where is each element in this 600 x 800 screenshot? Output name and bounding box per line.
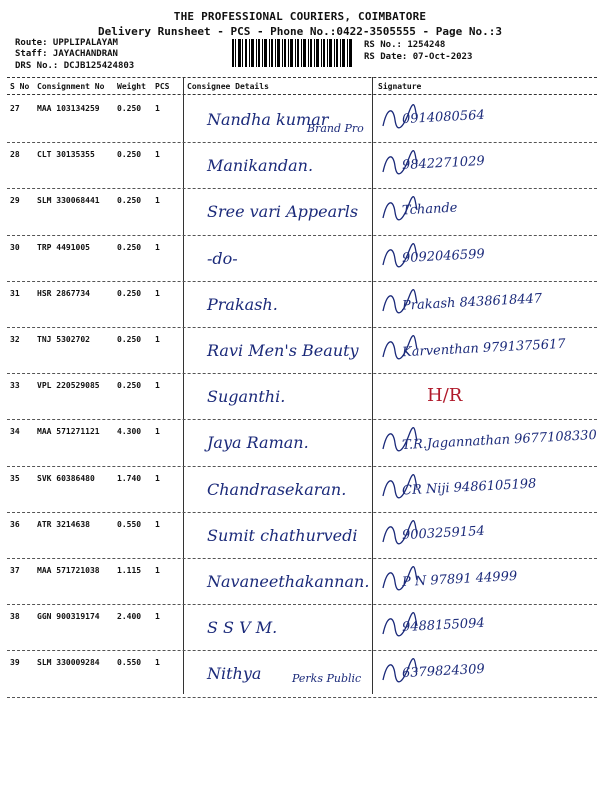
weight-cell: 0.250 bbox=[117, 150, 142, 160]
consignment-cell: CLT 30135355 bbox=[37, 150, 95, 160]
table-row bbox=[7, 604, 597, 651]
consignment-cell: SVK 60386480 bbox=[37, 473, 95, 483]
sno-cell: 32 bbox=[10, 335, 20, 344]
consignee-name: Manikandan. bbox=[207, 156, 314, 176]
drs-label: DRS No.: DCJB125424803 bbox=[15, 61, 135, 71]
signature-text: 9003259154 bbox=[401, 523, 486, 543]
sno-cell: 37 bbox=[10, 566, 20, 575]
signature-text: 9092046599 bbox=[401, 246, 486, 266]
signature-text: CR Niji 9486105198 bbox=[401, 476, 537, 499]
signature-scribble-icon bbox=[379, 194, 419, 224]
consignee-name: Prakash. bbox=[207, 294, 278, 314]
page-title: THE PROFESSIONAL COURIERS, COIMBATORE bbox=[173, 10, 427, 23]
rs-number: RS No.: 1254248 bbox=[364, 40, 446, 50]
table-row bbox=[7, 235, 597, 282]
pcs-cell: 1 bbox=[155, 427, 160, 437]
header-top-rule bbox=[7, 77, 597, 78]
sno-cell: 38 bbox=[10, 612, 20, 622]
consignee-name: Chandrasekaran. bbox=[207, 479, 347, 499]
sno-cell: 28 bbox=[10, 150, 20, 160]
signature-scribble-icon bbox=[379, 333, 419, 363]
sno-cell: 36 bbox=[10, 519, 20, 529]
weight-cell: 0.550 bbox=[117, 658, 142, 668]
consignment-cell: GGN 900319174 bbox=[37, 612, 100, 622]
pcs-cell: 1 bbox=[155, 196, 160, 206]
status-mark: H/R bbox=[427, 385, 463, 407]
rs-date: RS Date: 07-Oct-2023 bbox=[364, 52, 473, 62]
consignment-cell: ATR 3214638 bbox=[37, 519, 90, 529]
signature-text: 9488155094 bbox=[401, 616, 486, 636]
table-row bbox=[7, 512, 597, 559]
table-row bbox=[7, 142, 597, 189]
signature-scribble-icon bbox=[379, 287, 419, 317]
signature-scribble-icon bbox=[379, 148, 419, 178]
staff-label: Staff: JAYACHANDRAN bbox=[15, 49, 118, 59]
weight-cell: 0.250 bbox=[117, 335, 142, 344]
pcs-cell: 1 bbox=[155, 473, 160, 483]
weight-cell: 0.250 bbox=[117, 381, 142, 391]
signature-text: 6379824309 bbox=[401, 662, 486, 682]
table-row bbox=[7, 650, 597, 697]
col-header-weight: Weight bbox=[117, 82, 146, 91]
table-row bbox=[7, 96, 597, 143]
consignment-cell: SLM 330068441 bbox=[37, 196, 100, 206]
table-row bbox=[7, 373, 597, 420]
pcs-cell: 1 bbox=[155, 612, 160, 622]
signature-scribble-icon bbox=[379, 241, 419, 271]
consignment-cell: SLM 330009284 bbox=[37, 658, 100, 668]
weight-cell: 1.740 bbox=[117, 473, 142, 483]
sno-cell: 31 bbox=[10, 288, 20, 298]
table-row bbox=[7, 281, 597, 328]
weight-cell: 0.550 bbox=[117, 519, 142, 529]
col-header-consignment: Consignment No bbox=[37, 82, 105, 91]
consignment-cell: MAA 103134259 bbox=[37, 104, 100, 113]
signature-scribble-icon bbox=[379, 472, 419, 502]
sno-cell: 30 bbox=[10, 242, 20, 252]
signature-text: P N 97891 44999 bbox=[401, 568, 518, 591]
consignee-name: S S V M. bbox=[207, 618, 278, 638]
consignment-cell: MAA 571721038 bbox=[37, 566, 100, 575]
pcs-cell: 1 bbox=[155, 335, 160, 344]
pcs-cell: 1 bbox=[155, 150, 160, 160]
weight-cell: 2.400 bbox=[117, 612, 142, 622]
consignment-cell: TRP 4491005 bbox=[37, 242, 90, 252]
sno-cell: 35 bbox=[10, 473, 20, 483]
consignee-note: Brand Pro bbox=[307, 122, 364, 135]
weight-cell: 1.115 bbox=[117, 566, 142, 575]
pcs-cell: 1 bbox=[155, 658, 160, 668]
table-row bbox=[7, 558, 597, 605]
weight-cell: 0.250 bbox=[117, 104, 142, 113]
sno-cell: 33 bbox=[10, 381, 20, 391]
signature-scribble-icon bbox=[379, 564, 419, 594]
col-header-consignee: Consignee Details bbox=[187, 82, 269, 91]
consignee-name: -do- bbox=[207, 248, 238, 268]
pcs-cell: 1 bbox=[155, 381, 160, 391]
signature-scribble-icon bbox=[379, 610, 419, 640]
weight-cell: 4.300 bbox=[117, 427, 142, 437]
signature-text: T.R.Jagannathan 9677108330 bbox=[401, 428, 598, 454]
consignee-name: Ravi Men's Beauty bbox=[207, 341, 359, 360]
table-row bbox=[7, 466, 597, 513]
consignee-note: Perks Public bbox=[292, 672, 362, 686]
weight-cell: 0.250 bbox=[117, 242, 142, 252]
signature-text: Tchande bbox=[401, 200, 458, 219]
signature-scribble-icon bbox=[379, 425, 419, 455]
consignee-name: Nandha kumar bbox=[207, 110, 329, 129]
signature-text: Prakash 8438618447 bbox=[401, 291, 543, 314]
consignee-name: Jaya Raman. bbox=[207, 433, 309, 453]
header-bottom-rule bbox=[7, 94, 597, 95]
signature-text: 9842271029 bbox=[401, 154, 486, 174]
signature-scribble-icon bbox=[379, 102, 419, 132]
signature-text: 0914080564 bbox=[401, 107, 486, 128]
consignment-cell: TNJ 5302702 bbox=[37, 335, 90, 344]
weight-cell: 0.250 bbox=[117, 288, 142, 298]
pcs-cell: 1 bbox=[155, 288, 160, 298]
consignee-name: Sree vari Appearls bbox=[207, 202, 359, 222]
pcs-cell: 1 bbox=[155, 519, 160, 529]
route-label: Route: UPPLIPALAYAM bbox=[15, 38, 118, 48]
signature-text: Karventhan 9791375617 bbox=[401, 336, 566, 361]
pcs-cell: 1 bbox=[155, 566, 160, 575]
consignment-cell: HSR 2867734 bbox=[37, 288, 90, 298]
consignment-cell: MAA 571271121 bbox=[37, 427, 100, 437]
table-row bbox=[7, 188, 597, 235]
pcs-cell: 1 bbox=[155, 242, 160, 252]
consignee-name: Navaneethakannan. bbox=[207, 572, 370, 591]
consignee-name: Suganthi. bbox=[207, 387, 286, 407]
col-header-sno: S No bbox=[10, 82, 30, 91]
sno-cell: 34 bbox=[10, 427, 20, 437]
weight-cell: 0.250 bbox=[117, 196, 142, 206]
col-header-signature: Signature bbox=[378, 82, 422, 91]
sno-cell: 27 bbox=[10, 104, 20, 113]
sno-cell: 39 bbox=[10, 658, 20, 668]
table-row bbox=[7, 327, 597, 374]
signature-scribble-icon bbox=[379, 518, 419, 548]
signature-scribble-icon bbox=[379, 656, 419, 686]
consignee-name: Sumit chathurvedi bbox=[207, 525, 358, 545]
sno-cell: 29 bbox=[10, 196, 20, 206]
pcs-cell: 1 bbox=[155, 104, 160, 113]
consignee-name: Nithya bbox=[207, 664, 262, 684]
table-row bbox=[7, 419, 597, 466]
page-subtitle: Delivery Runsheet - PCS - Phone No.:0422-3505555 - Page No.:3 bbox=[98, 25, 502, 38]
barcode bbox=[232, 39, 352, 67]
col-header-pcs: PCS bbox=[155, 82, 170, 91]
consignment-cell: VPL 220529085 bbox=[37, 381, 100, 391]
